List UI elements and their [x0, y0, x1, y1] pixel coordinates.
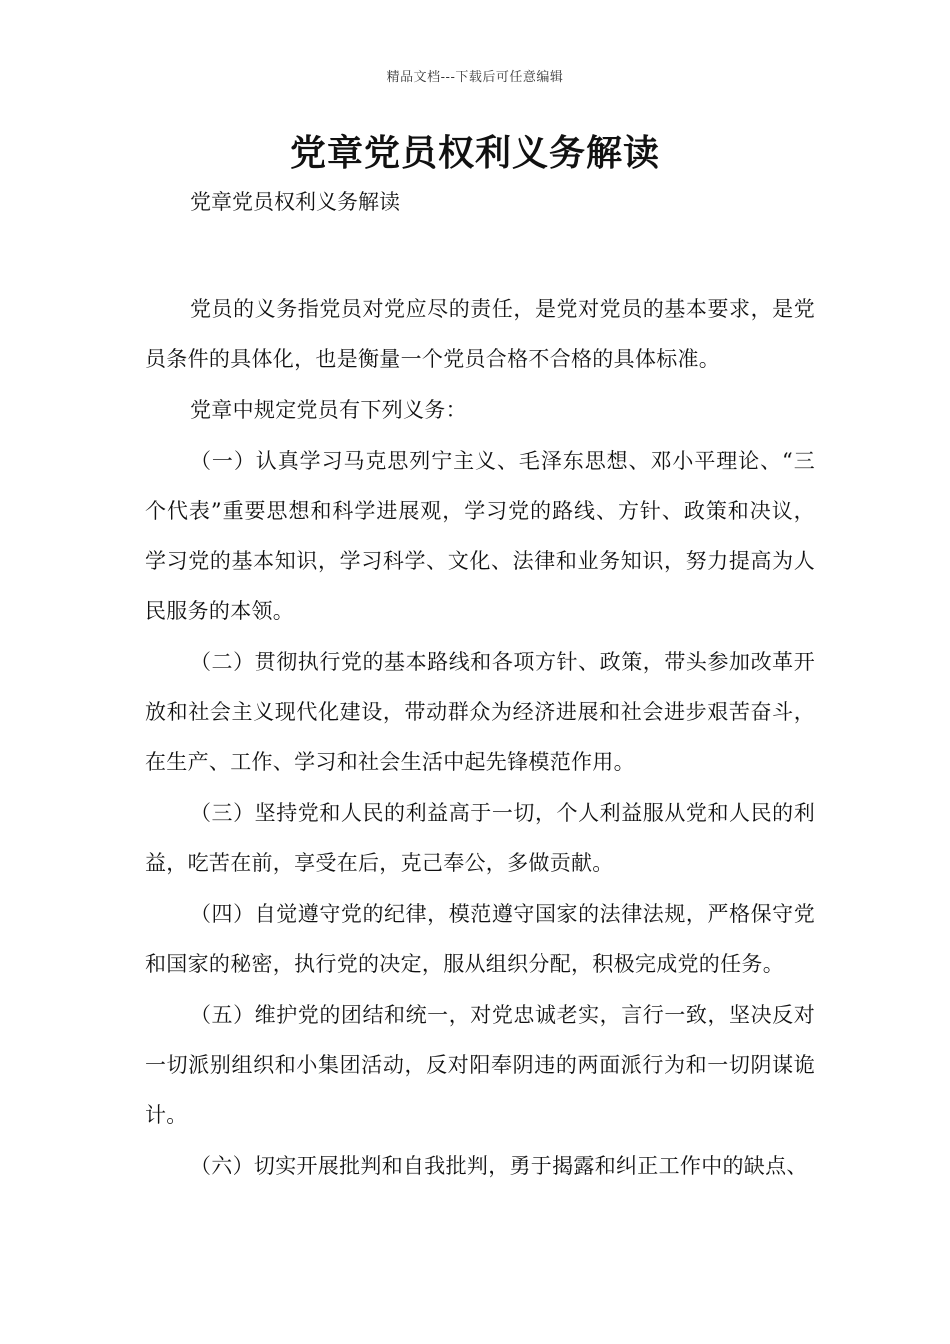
document-title: 党章党员权利义务解读 [289, 132, 660, 174]
paragraph-duty-6: （六）切实开展批判和自我批判，勇于揭露和纠正工作中的缺点、 [190, 1154, 808, 1178]
paragraph-duty-1: （一）认真学习马克思列宁主义、毛泽东思想、邓小平理论、“三个代表”重要思想和科学进展观，学习党的路线、方针、政策和决议，学习党的基本知识，学习科学、文化、法律和业务知识，努力提高为人民服务的本领。 [145, 449, 815, 623]
watermark-header: 精品文档---下载后可任意编辑 [386, 70, 564, 85]
paragraph-duty-2: （二）贯彻执行党的基本路线和各项方针、政策，带头参加改革开放和社会主义现代化建设，带动群众为经济进展和社会进步艰苦奋斗，在生产、工作、学习和社会生活中起先锋模范作用。 [145, 650, 815, 774]
document-body [145, 284, 815, 1192]
paragraph-intro: 党员的义务指党员对党应尽的责任，是党对党员的基本要求，是党员条件的具体化，也是衡量一个党员合格不合格的具体标准。 [145, 297, 815, 371]
document-subtitle: 党章党员权利义务解读 [190, 190, 400, 214]
paragraph-duty-4: （四）自觉遵守党的纪律，模范遵守国家的法律法规，严格保守党和国家的秘密，执行党的决定，服从组织分配，积极完成党的任务。 [145, 902, 815, 976]
paragraph-duty-5: （五）维护党的团结和统一，对党忠诚老实，言行一致，坚决反对一切派别组织和小集团活动，反对阳奉阴违的两面派行为和一切阴谋诡计。 [145, 1003, 815, 1127]
paragraph-duties-heading: 党章中规定党员有下列义务： [190, 398, 467, 422]
paragraph-duty-3: （三）坚持党和人民的利益高于一切，个人利益服从党和人民的利益，吃苦在前，享受在后，克己奉公，多做贡献。 [145, 801, 815, 875]
